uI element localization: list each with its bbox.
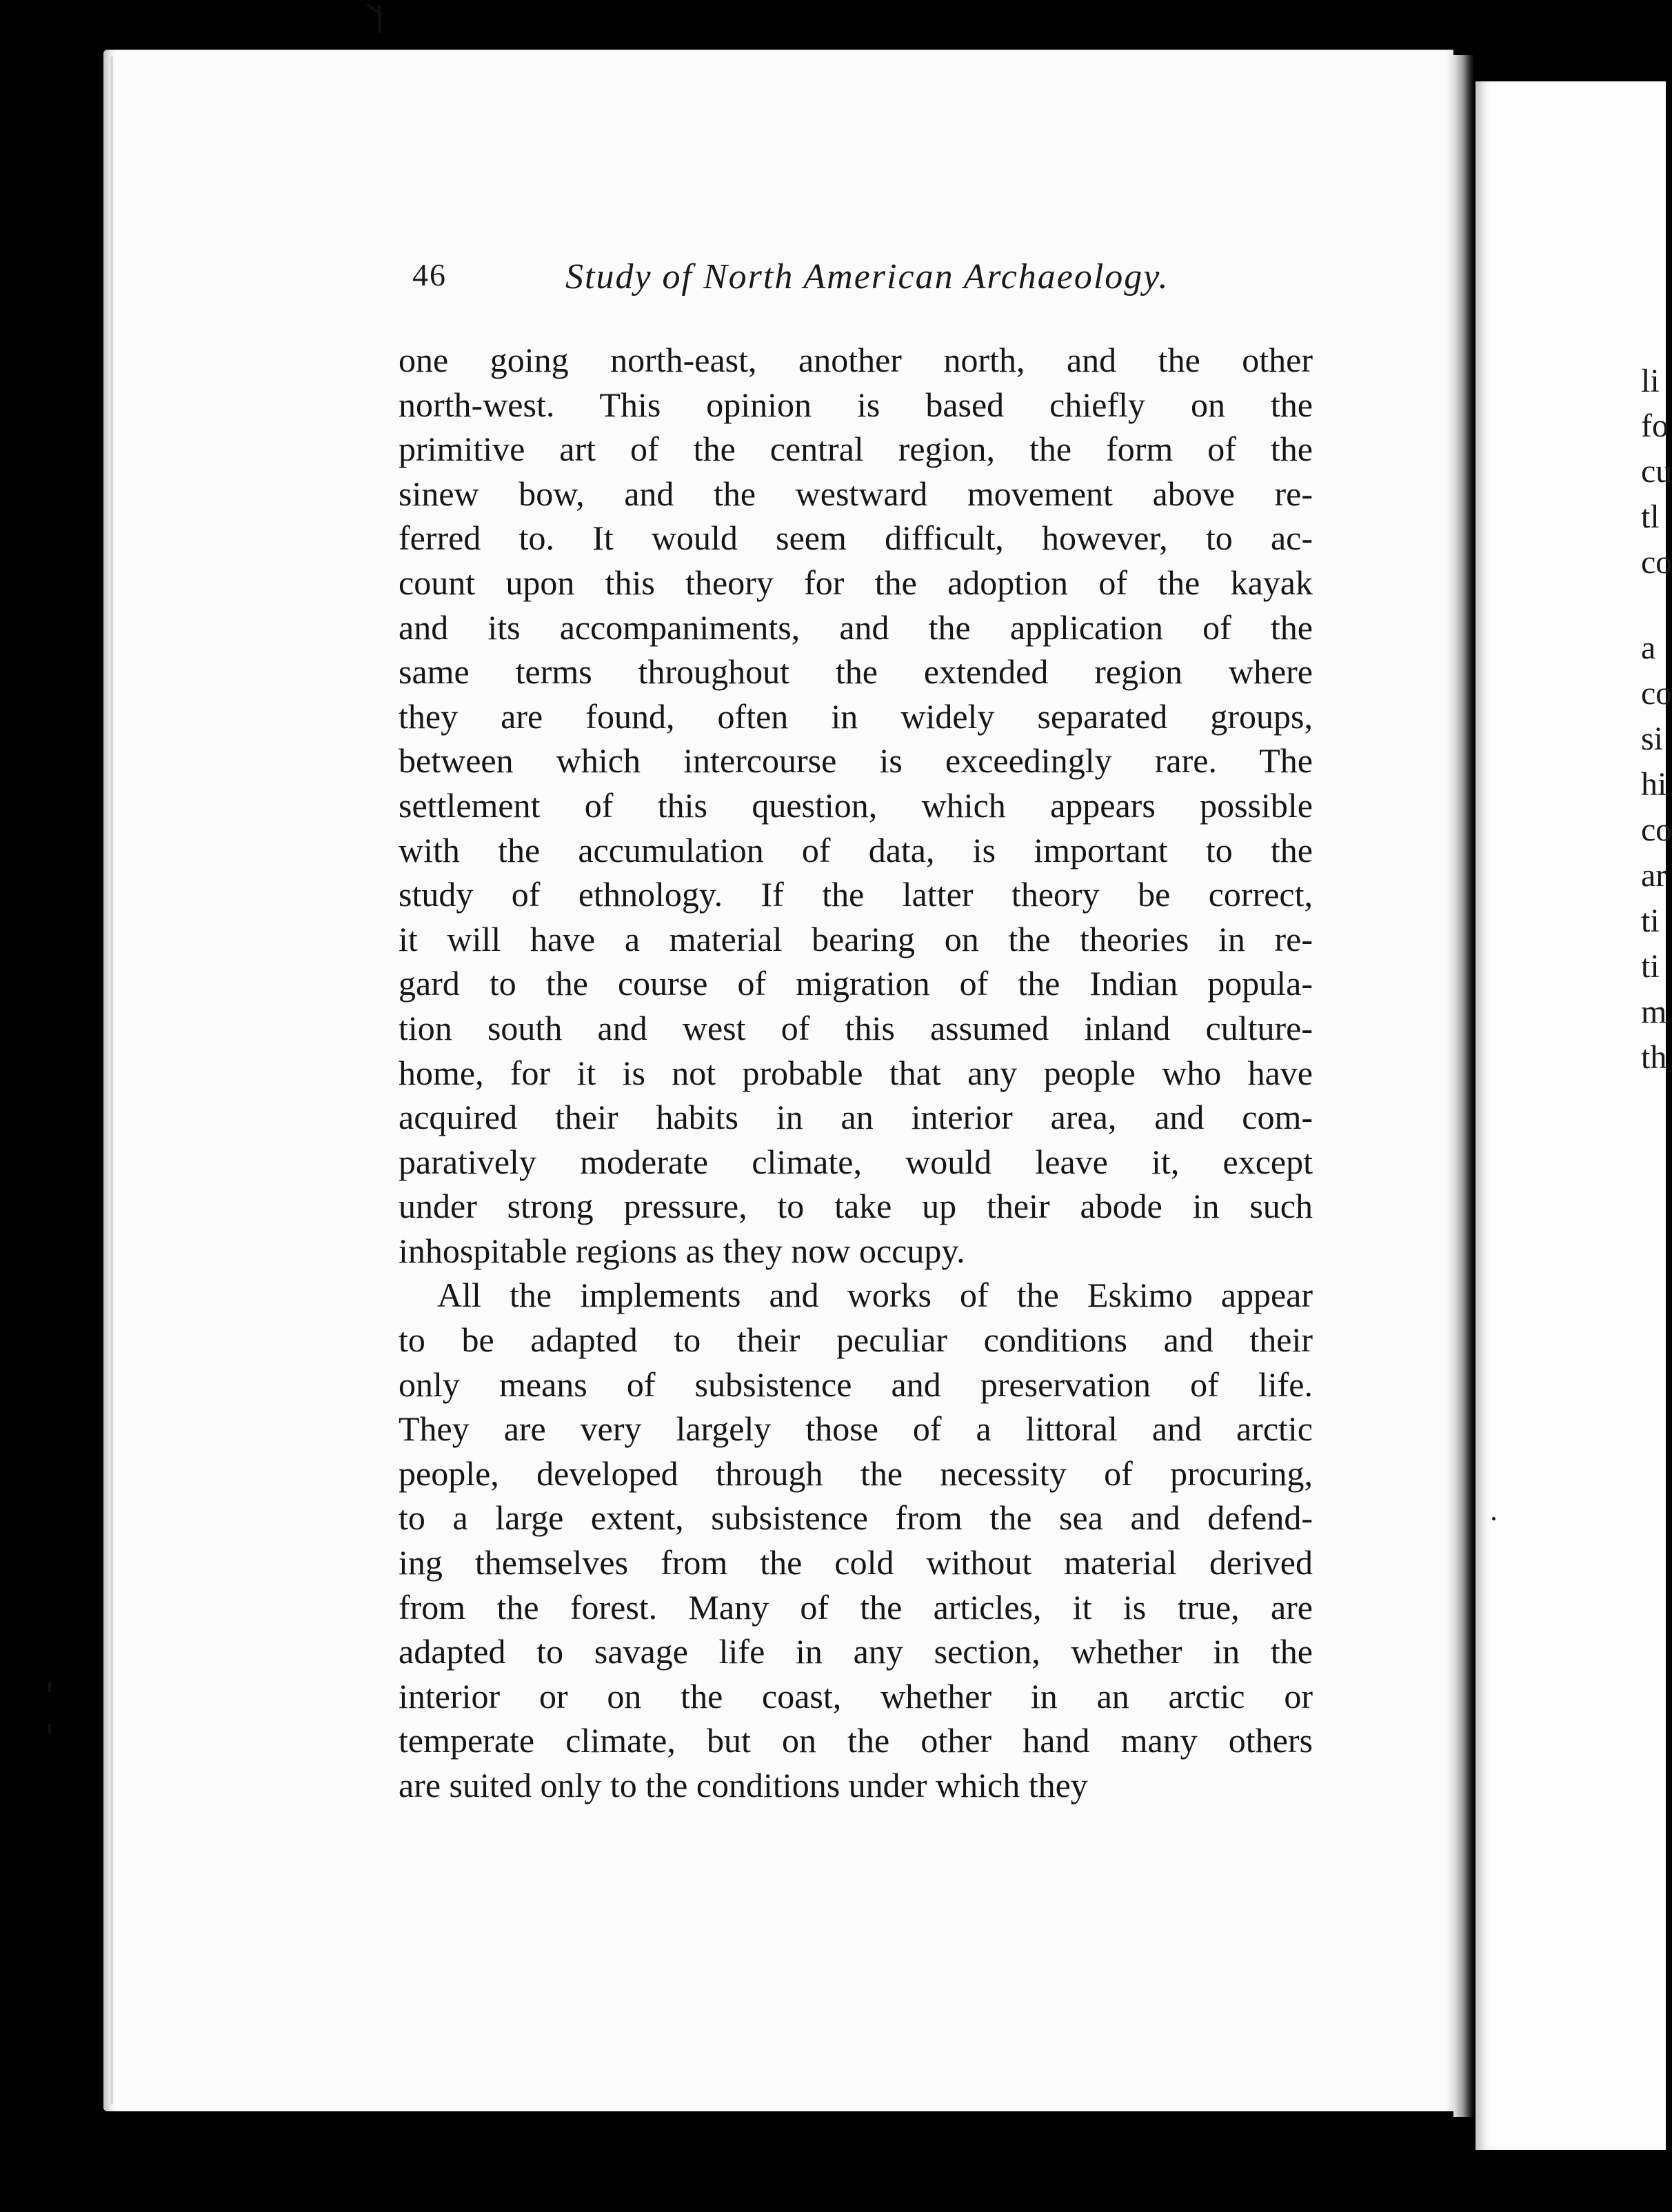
facing-page-fragment: tl bbox=[1641, 499, 1660, 535]
text-line: same terms throughout the extended region where bbox=[399, 652, 1313, 692]
facing-page-fragment: co bbox=[1641, 675, 1672, 712]
facing-page-fragment: fo bbox=[1641, 408, 1669, 444]
facing-page-fragment: ti bbox=[1641, 903, 1660, 939]
paragraph bbox=[399, 1273, 1313, 1807]
text-line: ing themselves from the cold without material derived bbox=[399, 1543, 1313, 1582]
text-line: gard to the course of migration of the Indian popula- bbox=[399, 964, 1313, 1003]
text-line: adapted to savage life in any section, whether in the bbox=[399, 1632, 1313, 1671]
text-line: They are very largely those of a littoral and arctic bbox=[399, 1409, 1313, 1449]
text-line: under strong pressure, to take up their abode in such bbox=[399, 1187, 1313, 1226]
facing-page-fragment: co bbox=[1641, 812, 1672, 848]
text-line: to a large extent, subsistence from the sea and defend- bbox=[399, 1498, 1313, 1538]
text-line: it will have a material bearing on the theories in re- bbox=[399, 919, 1313, 958]
text-line: they are found, often in widely separated groups, bbox=[399, 696, 1313, 736]
body-text bbox=[399, 338, 1313, 1808]
text-line: from the forest. Many of the articles, it is true, are bbox=[399, 1587, 1313, 1627]
facing-page-fragment: m bbox=[1641, 994, 1667, 1030]
text-line: people, developed through the necessity of procuring, bbox=[399, 1454, 1313, 1493]
text-line: inhospitable regions as they now occupy. bbox=[399, 1231, 965, 1270]
paragraph bbox=[399, 338, 1313, 1273]
text-line: one going north-east, another north, and the other bbox=[399, 341, 1313, 379]
text-line: primitive art of the central region, the form of the bbox=[399, 430, 1313, 469]
facing-page-fragment: ti bbox=[1641, 948, 1660, 985]
text-line: interior or on the coast, whether in an arctic or bbox=[399, 1676, 1313, 1716]
text-line: acquired their habits in an interior area, and com- bbox=[399, 1098, 1313, 1137]
text-line: with the accumulation of data, is important to the bbox=[399, 830, 1313, 869]
text-line: All the implements and works of the Eskimo appear bbox=[437, 1276, 1313, 1315]
text-line: temperate climate, but on the other hand many others bbox=[399, 1721, 1313, 1760]
text-line: count upon this theory for the adoption of the kayak bbox=[399, 563, 1313, 602]
facing-page-fragment: li bbox=[1641, 363, 1660, 399]
text-line: study of ethnology. If the latter theory be correct, bbox=[399, 875, 1313, 914]
facing-page-fragment: a bbox=[1641, 630, 1656, 666]
page-gutter bbox=[1453, 55, 1474, 2117]
text-line: tion south and west of this assumed inland culture- bbox=[399, 1008, 1313, 1047]
scan-speck bbox=[378, 6, 381, 33]
text-line: settlement of this question, which appears possible bbox=[399, 785, 1313, 825]
text-line: between which intercourse is exceedingly rare. The bbox=[399, 741, 1313, 781]
text-line: and its accompaniments, and the application of the bbox=[399, 607, 1313, 647]
scan-speck bbox=[1492, 1517, 1495, 1520]
text-line: paratively moderate climate, would leave it, except bbox=[399, 1142, 1313, 1181]
facing-page-fragment: si bbox=[1641, 721, 1664, 757]
text-line: are suited only to the conditions under which they bbox=[399, 1766, 1088, 1804]
facing-page-fragment: cu bbox=[1641, 453, 1672, 490]
text-line: ferred to. It would seem difficult, however, to ac- bbox=[399, 519, 1313, 558]
text-line: north-west. This opinion is based chiefly on the bbox=[399, 385, 1313, 424]
text-line: sinew bow, and the westward movement above re- bbox=[399, 474, 1313, 513]
text-line: to be adapted to their peculiar conditions and their bbox=[399, 1320, 1313, 1360]
running-head bbox=[412, 257, 1212, 319]
text-line: only means of subsistence and preservation of life. bbox=[399, 1365, 1313, 1404]
scan-speck bbox=[48, 1724, 51, 1733]
facing-page-fragment: th bbox=[1641, 1039, 1667, 1076]
text-line: home, for it is not probable that any people who have bbox=[399, 1053, 1313, 1092]
facing-page-fragment: ar bbox=[1641, 857, 1667, 894]
page-number: 46 bbox=[412, 257, 447, 292]
scan-speck bbox=[48, 1682, 51, 1692]
right-page bbox=[1475, 81, 1666, 2150]
facing-page-fragment: co bbox=[1641, 544, 1672, 581]
running-head-title: Study of North American Archaeology. bbox=[565, 257, 1169, 296]
facing-page-fragment: hi bbox=[1641, 766, 1667, 803]
